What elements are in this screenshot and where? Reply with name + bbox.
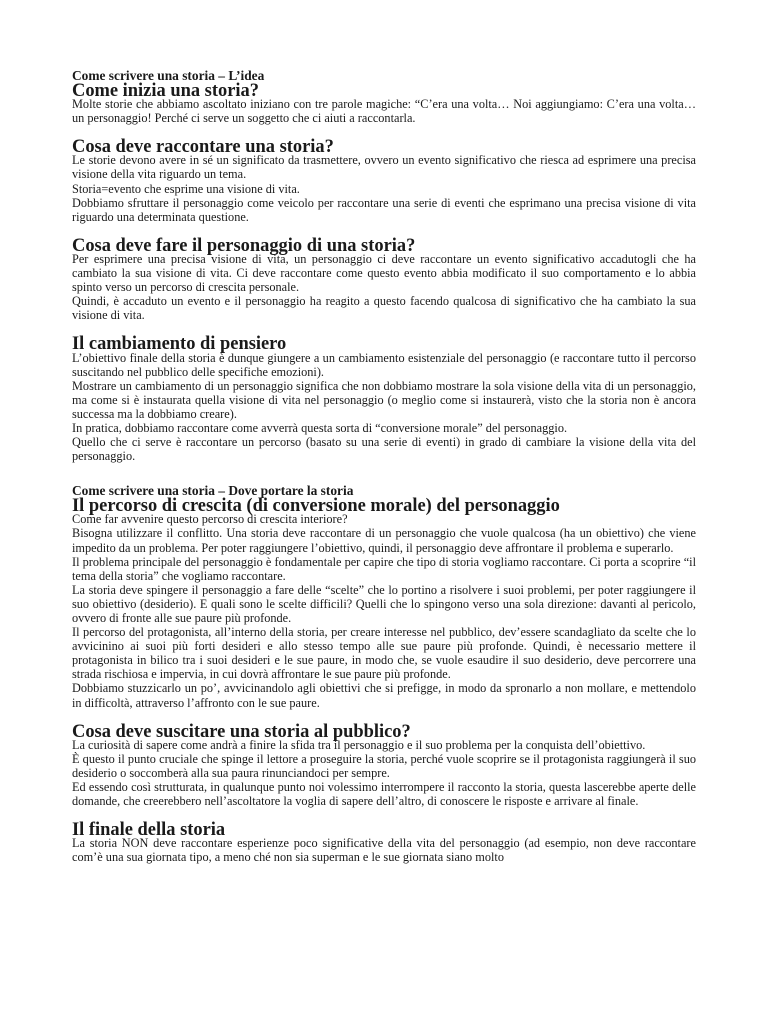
paragraph: Quello che ci serve è raccontare un percorso (basato su una serie di eventi) in grado di cambiare la visione della vita del personaggio. bbox=[72, 435, 696, 464]
paragraph: Per esprimere una precisa visione di vita, un personaggio ci deve raccontare un evento significativo accadutogli che ha cambiato la sua visione di vita. Ci deve raccontare come questo evento abbia modificato il suo comportamento e lo abbia spinto verso un percorso di crescita personale. bbox=[72, 251, 696, 295]
section-heading: Come inizia una storia? bbox=[72, 80, 259, 100]
paragraph: Come far avvenire questo percorso di crescita interiore? bbox=[72, 512, 348, 527]
paragraph: La storia deve spingere il personaggio a fare delle “scelte” che lo portino a risolvere i suoi problemi, per poter raggiungere il suo obiettivo (desiderio). E quali sono le scelte difficili? Quelli che lo spingono verso una sola direzione: davanti al pericolo, ovvero di fronte alle sue paure più profonde. bbox=[72, 582, 696, 625]
paragraph: Dobbiamo stuzzicarlo un po’, avvicinandolo agli obiettivi che si prefigge, in modo da spronarlo a non mollare, e mettendolo in difficoltà, attraverso l’affronto con le sue paure. bbox=[72, 681, 696, 710]
paragraph: Ed essendo così strutturata, in qualunque punto noi volessimo interrompere il racconto la storia, questa lascerebbe aperte delle domande, che creerebbero nell’ascoltatore la voglia di sapere dell’altro, di conoscere le risposte e arrivare al finale. bbox=[72, 780, 696, 809]
document-page bbox=[72, 68, 696, 865]
section-heading: Il percorso di crescita (di conversione morale) del personaggio bbox=[72, 495, 560, 516]
paragraph: Bisogna utilizzare il conflitto. Una storia deve raccontare di un personaggio che vuole qualcosa (ha un obiettivo) che viene impedito da un problema. Per poter raggiungere l’obiettivo, quindi, il personaggio deve affrontare il problema e superarlo. bbox=[72, 526, 696, 555]
paragraph: Il percorso del protagonista, all’interno della storia, per creare interesse nel pubblico, dev’essere scandagliato da scelte che lo avvicinino ai suoi più forti desideri e allo stesso tempo alle sue paure più profonde. Quindi, è necessario mettere il protagonista in bilico tra i suoi desideri e le sue paure, in modo che, se vuole esaudire il suo desiderio, deve percorrere una strada rischiosa e impervia, in cui dovrà affrontare le sue paure più profonde. bbox=[72, 625, 696, 682]
paragraph: Molte storie che abbiamo ascoltato iniziano con tre parole magiche: “C’era una volta… Noi aggiungiamo: C’era una volta… un personaggio! Perché ci serve un soggetto che ci aiuti a raccontarla. bbox=[72, 97, 696, 126]
section-heading: Cosa deve suscitare una storia al pubblico? bbox=[72, 720, 411, 741]
paragraph: Le storie devono avere in sé un significato da trasmettere, ovvero un evento significativo che riesca ad esprimere una precisa visione della vita riguardo un tema. bbox=[72, 153, 696, 182]
part1-title: Come scrivere una storia – L’idea bbox=[72, 68, 265, 83]
paragraph: La curiosità di sapere come andrà a finire la sfida tra il personaggio e il suo problema per la conquista dell’obiettivo. bbox=[72, 737, 646, 752]
section-heading: Cosa deve fare il personaggio di una storia? bbox=[72, 234, 416, 255]
section-heading: Il cambiamento di pensiero bbox=[72, 333, 287, 354]
paragraph: L’obiettivo finale della storia è dunque giungere a un cambiamento esistenziale del personaggio (e raccontare tutto il percorso suscitando nel pubblico delle specifiche emozioni). bbox=[72, 350, 696, 379]
section-heading: Il finale della storia bbox=[72, 819, 226, 840]
paragraph: La storia NON deve raccontare esperienze poco significative della vita del personaggio (ad esempio, non deve raccontare com’è una sua giornata tipo, a meno ché non sia superman e le sue giornata siano molto bbox=[72, 836, 696, 865]
paragraph: In pratica, dobbiamo raccontare come avverrà questa sorta di “conversione morale” del personaggio. bbox=[72, 420, 568, 435]
paragraph: Storia=evento che esprime una visione di vita. bbox=[72, 181, 300, 196]
paragraph: Quindi, è accaduto un evento e il personaggio ha reagito a questo facendo qualcosa di significativo che ha cambiato la sua visione di vita. bbox=[72, 294, 696, 323]
paragraph: Il problema principale del personaggio è fondamentale per capire che tipo di storia vogliamo raccontare. Ci porta a scoprire “il tema della storia” che vogliamo raccontare. bbox=[72, 554, 696, 583]
section-heading: Cosa deve raccontare una storia? bbox=[72, 136, 334, 157]
paragraph: Mostrare un cambiamento di un personaggio significa che non dobbiamo mostrare la sola visione della vita di un personaggio, ma come si è instaurata quella visione di vita nel personaggio (o meglio come si instaurerà, visto che la storia non è ancora successa ma la dobbiamo creare). bbox=[72, 378, 696, 421]
paragraph: Dobbiamo sfruttare il personaggio come veicolo per raccontare una serie di eventi che esprimano una precisa visione di vita riguardo una determinata questione. bbox=[72, 195, 696, 224]
paragraph: È questo il punto cruciale che spinge il lettore a proseguire la storia, perché vuole scoprire se il protagonista raggiungerà il suo desiderio o soccomberà alla sua paura rinunciandoci per sempre. bbox=[72, 751, 696, 780]
part2-title: Come scrivere una storia – Dove portare la storia bbox=[72, 483, 354, 499]
